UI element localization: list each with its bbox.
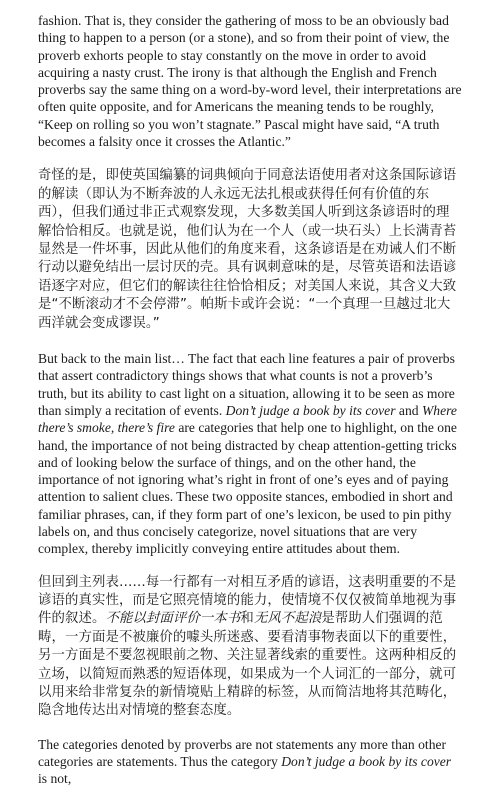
proverb-title: Where there’s smoke, there’s fire — [38, 402, 457, 436]
paragraph-text: fashion. That is, they consider the gathering of moss to be an obviously bad thing to happen to a person (or a stone), and so from their point of view, the proverb exhorts people to stay constantly on the move in order to avoid acquiring a nasty crust. The irony is that although the English and French proverbs say the same thing on a word-by-word level, their interpretations are often quite opposite, and for Americans the meaning tends to be roughly, “Keep on rolling so you won’t stagnate.” Pascal might have said, “A truth becomes a falsity once it crosses the Atlantic.” — [38, 13, 462, 150]
proverb-title: 不能以封面评价一本书 — [105, 611, 241, 627]
paragraph-text: 和 — [240, 611, 254, 627]
paragraph-english-1 — [38, 12, 462, 150]
paragraph-text: 是帮助人们强调的范畴，一方面是不被廉价的噱头所迷惑、要看清事物表面以下的重要性，另一方面是不要忽视眼前之物、关注显著线索的重要性。这两种相反的立场，以简短而熟悉的短语体现，如果成为一个人词汇的一部分，就可以用来给非常复杂的新情境贴上精辟的标签，从而简洁地将其范畴化，隐含地传达出对情境的整套态度。 — [38, 611, 457, 719]
paragraph-text: is not, — [38, 771, 72, 787]
paragraph-chinese-2 — [38, 574, 462, 721]
paragraph-text: and — [395, 402, 422, 418]
proverb-title: Don’t judge a book by its cover — [281, 754, 452, 770]
paragraph-chinese-1 — [38, 167, 462, 333]
paragraph-english-3 — [38, 736, 462, 788]
paragraph-text: 但回到主列表……每一行都有一对相互矛盾的谚语，这表明重要的不是谚语的真实性，而是它照亮情境的能力，使情境不仅仅被简单地视为事件的叙述。 — [38, 574, 457, 627]
proverb-title: Don’t judge a book by its cover — [225, 402, 396, 418]
paragraph-text: 奇怪的是，即使英国编纂的词典倾向于同意法语使用者对这条国际谚语的解读（即认为不断奔波的人永远无法扎根或获得任何有价值的东西），但我们通过非正式观察发现，大多数美国人听到这条谚语时的理解恰恰相反。也就是说，他们认为在一个人（或一块石头）上长满青苔显然是一件坏事，因此从他们的角度来看，这条谚语是在劝诫人们不断行动以避免结出一层讨厌的壳。具有讽刺意味的是，尽管英语和法语谚语逐字对应，但它们的解读往往恰恰相反；对美国人来说，其含义大致是“不断滚动才不会停滞”。帕斯卡或许会说：“一个真理一旦越过北大西洋就会变成谬误。” — [38, 168, 457, 331]
paragraph-text: The categories denoted by proverbs are not statements any more than other categories are statements. Thus the category — [38, 736, 447, 770]
proverb-title: 无风不起浪 — [253, 611, 322, 627]
paragraph-text: But back to the main list… The fact that each line features a pair of proverbs that assert contradictory things shows that what counts is not a proverb’s truth, but its ability to cast light on a situation, allowing it to be seen as more than simply a recitation of events. — [38, 351, 455, 418]
paragraph-text: are categories that help one to highlight, on the one hand, the importance of not being distracted by cheap attention-getting tricks and of looking below the surface of things, and on the other hand, the importance of not ignoring what’s right in front of one’s eyes and of paying attention to salient clues. These two opposite stances, embodied in short and familiar phrases, can, if they form part of one’s lexicon, be used to pin pithy labels on, and thus concisely categorize, novel situations that are very complex, thereby implicitly conveying entire attitudes about them. — [38, 420, 457, 557]
paragraph-english-2 — [38, 350, 462, 558]
